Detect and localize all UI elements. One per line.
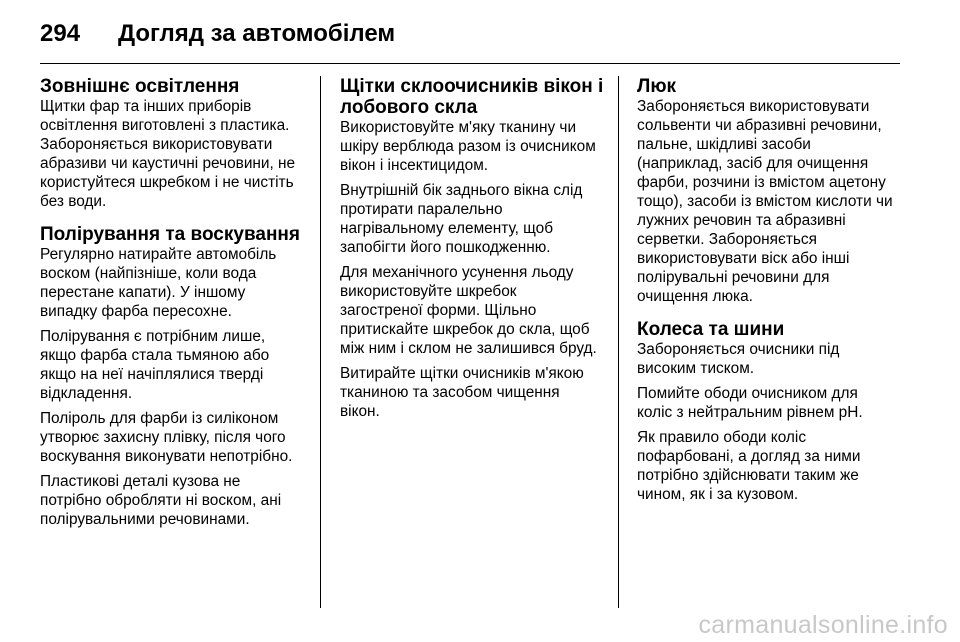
paragraph: Помийте ободи очисником для коліс з нейтральним рівнем pH. <box>637 385 863 421</box>
paragraph: Використовуйте м'яку тканину чи шкіру верблюда разом із очисником вікон і інсектицидом. <box>340 119 596 174</box>
section-wiper-blades <box>340 76 610 421</box>
paragraph: Щитки фар та інших приборів освітлення виготовлені з пластика. Забороняється використовувати абразиви чи каустичні речовини, не користуйтеся шкребком і не чистіть без води. <box>40 98 296 210</box>
paragraph: Забороняється використовувати сольвенти чи абразивні речовини, пальне, шкідливі засоби (наприклад, засіб для очищення фарби, розчини із вмістом ацетону тощо), засоби із вмістом кислоти чи лужних речовин та абразивні серветки. Забороняється використовувати віск або інші полірувальні речовини для очищення люка. <box>637 98 893 305</box>
section-heading: Полірування та воскування <box>40 224 300 245</box>
paragraph: Витирайте щітки очисників м'якою тканиною та засобом чищення вікон. <box>340 365 584 420</box>
page-header <box>40 14 395 54</box>
section-sunroof <box>637 76 907 306</box>
section-heading: Зовнішнє освітлення <box>40 76 240 97</box>
section-exterior-lighting <box>40 76 310 211</box>
column-3 <box>637 76 907 517</box>
paragraph: Внутрішній бік заднього вікна слід протирати паралельно нагрівальному елементу, щоб запобігти його пошкодженню. <box>340 182 583 256</box>
paragraph: Забороняється очисники під високим тиском. <box>637 341 840 377</box>
page-number: 294 <box>40 20 81 47</box>
paragraph: Для механічного усунення льоду використовуйте шкребок загостреної форми. Щільно притискайте шкребок до скла, щоб між ним і склом не залишився бруд. <box>340 264 597 357</box>
section-heading: Люк <box>637 76 677 97</box>
column-2 <box>340 76 610 434</box>
section-heading: Колеса та шини <box>637 319 785 340</box>
page-title: Догляд за автомобілем <box>118 20 396 47</box>
paragraph: Як правило ободи коліс пофарбовані, а догляд за ними потрібно здійснювати таким же чином, як і за кузовом. <box>637 429 861 503</box>
paragraph: Регулярно натирайте автомобіль воском (найпізніше, коли вода перестане капати). У іншому випадку фарба пересохне. <box>40 246 277 320</box>
header-divider <box>40 63 900 64</box>
column-divider <box>320 76 321 608</box>
paragraph: Поліроль для фарби із силіконом утворює захисну плівку, після чого воскування виконувати непотрібно. <box>40 410 293 465</box>
column-divider <box>618 76 619 608</box>
column-1 <box>40 76 310 542</box>
paragraph: Полірування є потрібним лише, якщо фарба стала тьмяною або якщо на неї начіплялися тверді відкладення. <box>40 328 270 402</box>
paragraph: Пластикові деталі кузова не потрібно обробляти ні воском, ані полірувальними речовинами. <box>40 473 282 528</box>
section-wheels-tyres <box>637 319 907 504</box>
section-heading: Щітки склоочисників вікон і лобового скла <box>340 76 604 118</box>
watermark-text: carmanualsonline.info <box>698 611 948 639</box>
section-polishing-waxing <box>40 224 310 529</box>
